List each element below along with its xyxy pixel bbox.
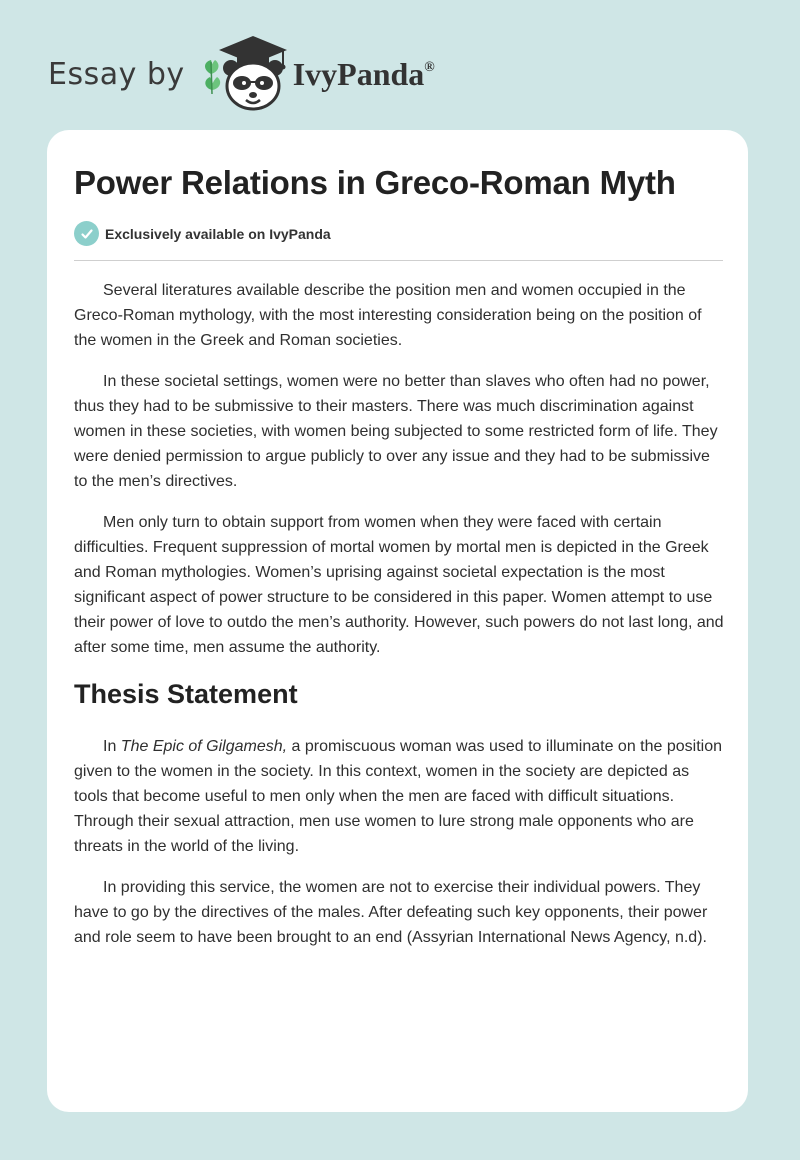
thesis-text: a promiscuous woman was used to illuminate on the position given to the women in the society. In this context, women in the society are depicted as tools that become useful to men only when the men are faced with difficult situations. Through their sexual attraction, men use women to lure strong male opponents who are threats in the world of the living. xyxy=(74,738,722,855)
essay-by-label: Essay by xyxy=(48,56,185,92)
thesis-intro: In xyxy=(103,738,121,755)
essay-card xyxy=(47,130,748,1112)
exclusive-badge xyxy=(74,221,331,246)
brand-text: IvyPanda xyxy=(292,55,425,92)
paragraph: In providing this service, the women are not to exercise their individual powers. They have to go by the directives of the males. After defeating such key opponents, their power and role seem to have been brought to an end (Assyrian International News Agency, n.d). xyxy=(74,879,708,946)
site-header xyxy=(48,34,435,114)
thesis-paragraph xyxy=(74,734,724,859)
paragraph: Several literatures available describe the position men and women occupied in the Greco-Roman mythology, with the most interesting consideration being on the position of the women in the Greek and Roman societies. xyxy=(74,282,702,349)
section-heading: Thesis Statement xyxy=(74,679,298,709)
page-title: Power Relations in Greco-Roman Myth xyxy=(74,164,676,201)
registered-mark: ® xyxy=(424,59,435,75)
exclusive-label: Exclusively available on IvyPanda xyxy=(105,225,331,242)
work-title: The Epic of Gilgamesh, xyxy=(120,738,288,755)
paragraph: Men only turn to obtain support from women when they were faced with certain difficulties. Frequent suppression of mortal women by mortal men is depicted in the Greek and Roman mythologies. Women’s uprising against societal expectation is the most significant aspect of power structure to be considered in this paper. Women attempt to use their power of love to outdo the men’s authority. However, such powers do not last long, and after some time, men assume the authority. xyxy=(74,514,724,656)
paragraph: In these societal settings, women were no better than slaves who often had no power, thus they had to be submissive to their masters. There was much discrimination against women in these societies, with women being subjected to some restricted form of life. They were denied permission to argue publicly to over any issue and they had to be submissive to the men’s directives. xyxy=(74,373,718,490)
divider xyxy=(74,260,723,261)
essay-body xyxy=(74,278,724,966)
checkmark-circle-icon xyxy=(74,221,99,246)
panda-graduate-icon[interactable] xyxy=(199,34,291,114)
ivy-leaf-icon xyxy=(205,60,220,94)
brand-name[interactable] xyxy=(293,56,435,93)
